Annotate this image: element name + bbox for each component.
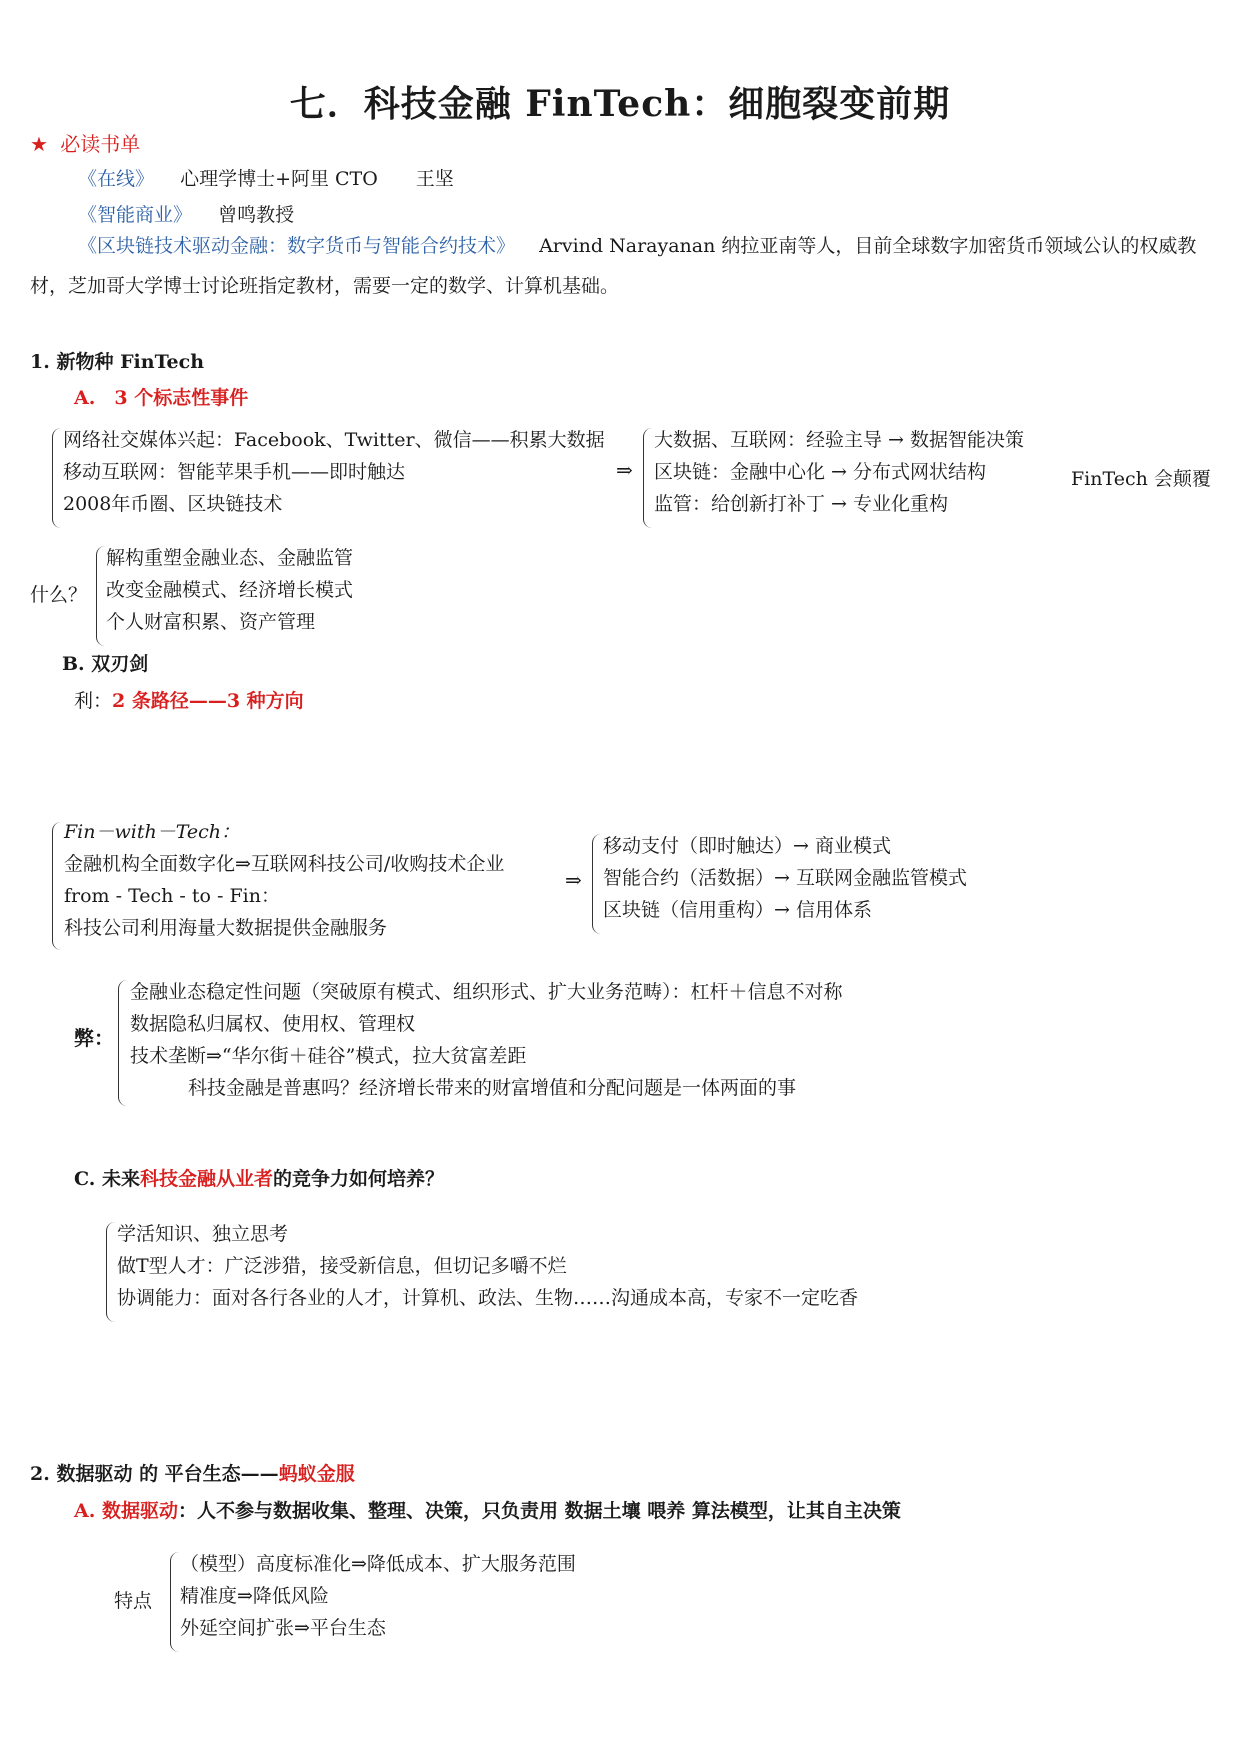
result-item: 大数据、互联网：经验主导 → 数据智能决策: [654, 429, 1025, 451]
con-label: 弊：: [74, 1026, 114, 1050]
section-2a-text: ：人不参与数据收集、整理、决策，只负责用 数据土壤 喂养 算法模型，让其自主决策: [178, 1500, 901, 1522]
star-icon: ★: [30, 132, 48, 156]
feature-item: 精准度⇒降低风险: [180, 1585, 329, 1607]
skill-item: 做T型人才：广泛涉猎，接受新信息，但切记多嚼不烂: [117, 1255, 567, 1277]
result-item: 区块链：金融中心化 → 分布式网状结构: [654, 461, 986, 483]
features-list: [180, 1548, 576, 1644]
direction-item: 智能合约（活数据）→ 互联网金融监管模式: [603, 867, 967, 889]
cons-list: [130, 976, 843, 1104]
book-note: 心理学博士+阿里 CTO 王坚: [180, 168, 454, 190]
section-1-heading: 1. 新物种 FinTech: [30, 351, 205, 373]
section-2-pre: 2. 数据驱动 的 平台生态——: [30, 1463, 279, 1485]
path-item: 科技公司利用海量大数据提供金融服务: [64, 917, 388, 939]
results-list: [654, 424, 1024, 520]
section-2-red: 蚂蚁金服: [278, 1463, 355, 1485]
skill-item: 学活知识、独立思考: [117, 1223, 289, 1245]
result-item: 监管：给创新打补丁 → 专业化重构: [654, 493, 948, 515]
pro-label: 利：: [74, 690, 113, 712]
book-2: [78, 200, 294, 227]
events-list: [63, 424, 605, 520]
book-1: [78, 164, 454, 191]
section-1c-pre: C. 未来: [74, 1168, 141, 1190]
disrupt-label: FinTech 会颠覆: [1071, 468, 1211, 490]
implies-arrow-icon: ⇒: [565, 868, 582, 892]
book-title: 《区块链技术驱动金融：数字货币与智能合约技术》: [78, 235, 516, 257]
section-1c-red: 科技金融从业者: [140, 1168, 274, 1190]
section-2a-line: [74, 1496, 901, 1523]
con-item: 金融业态稳定性问题（突破原有模式、组织形式、扩大业务范畴）：杠杆＋信息不对称: [130, 981, 843, 1003]
event-item: 2008年币圈、区块链技术: [63, 493, 283, 515]
reading-heading-text: 必读书单: [60, 132, 141, 156]
directions-list: [603, 830, 967, 926]
what-item: 改变金融模式、经济增长模式: [106, 579, 354, 601]
pro-line: [74, 686, 304, 713]
feature-item: （模型）高度标准化⇒降低成本、扩大服务范围: [180, 1553, 576, 1575]
what-item: 解构重塑金融业态、金融监管: [106, 547, 354, 569]
book-title: 《在线》: [78, 168, 155, 190]
skill-item: 协调能力：面对各行各业的人才，计算机、政法、生物……沟通成本高，专家不一定吃香: [117, 1287, 859, 1309]
con-item: 数据隐私归属权、使用权、管理权: [130, 1013, 416, 1035]
page-title: 七．科技金融 FinTech：细胞裂变前期: [289, 83, 951, 125]
what-label: 什么？: [30, 584, 88, 606]
con-item: 技术垄断⇒“华尔街＋硅谷”模式，拉大贫富差距: [130, 1045, 527, 1067]
feature-item: 外延空间扩张⇒平台生态: [180, 1617, 386, 1639]
feature-label: 特点: [114, 1590, 153, 1612]
section-1a-heading: A. 3 个标志性事件: [74, 387, 249, 409]
direction-item: 移动支付（即时触达）→ 商业模式: [603, 835, 891, 857]
event-item: 网络社交媒体兴起：Facebook、Twitter、微信——积累大数据: [63, 429, 605, 451]
direction-item: 区块链（信用重构）→ 信用体系: [603, 899, 872, 921]
path-item: from - Tech - to - Fin：: [64, 885, 280, 907]
section-2-heading: [30, 1459, 355, 1486]
pro-title: 2 条路径——3 种方向: [112, 690, 304, 712]
section-2a-red: 数据驱动: [101, 1500, 178, 1522]
path-item: 金融机构全面数字化⇒互联网科技公司/收购技术企业: [64, 853, 505, 875]
book-3: [30, 226, 1215, 306]
paths-list: [64, 816, 504, 944]
reading-heading: [30, 128, 140, 157]
what-item: 个人财富积累、资产管理: [106, 611, 316, 633]
book-note: Arvind Narayanan 纳拉亚南等人，目前全球数字加密货币领域公认的权威教材，芝加哥大学博士讨论班指定教材，需要一定的数学、计算机基础。: [30, 235, 1197, 297]
implies-arrow-icon: ⇒: [616, 458, 633, 482]
section-1c-heading: [74, 1164, 444, 1191]
book-title: 《智能商业》: [78, 204, 193, 226]
book-note: 曾鸣教授: [218, 204, 295, 226]
con-item: 科技金融是普惠吗？经济增长带来的财富增值和分配问题是一体两面的事: [188, 1077, 797, 1099]
section-2a-label: A.: [74, 1500, 96, 1522]
section-1b-heading: B. 双刃剑: [62, 653, 149, 675]
what-list: [106, 542, 353, 638]
path-item: Fin－with－Tech：: [64, 821, 241, 843]
skills-list: [117, 1218, 858, 1314]
event-item: 移动互联网：智能苹果手机——即时触达: [63, 461, 406, 483]
section-1c-post: 的竞争力如何培养？: [273, 1168, 445, 1190]
